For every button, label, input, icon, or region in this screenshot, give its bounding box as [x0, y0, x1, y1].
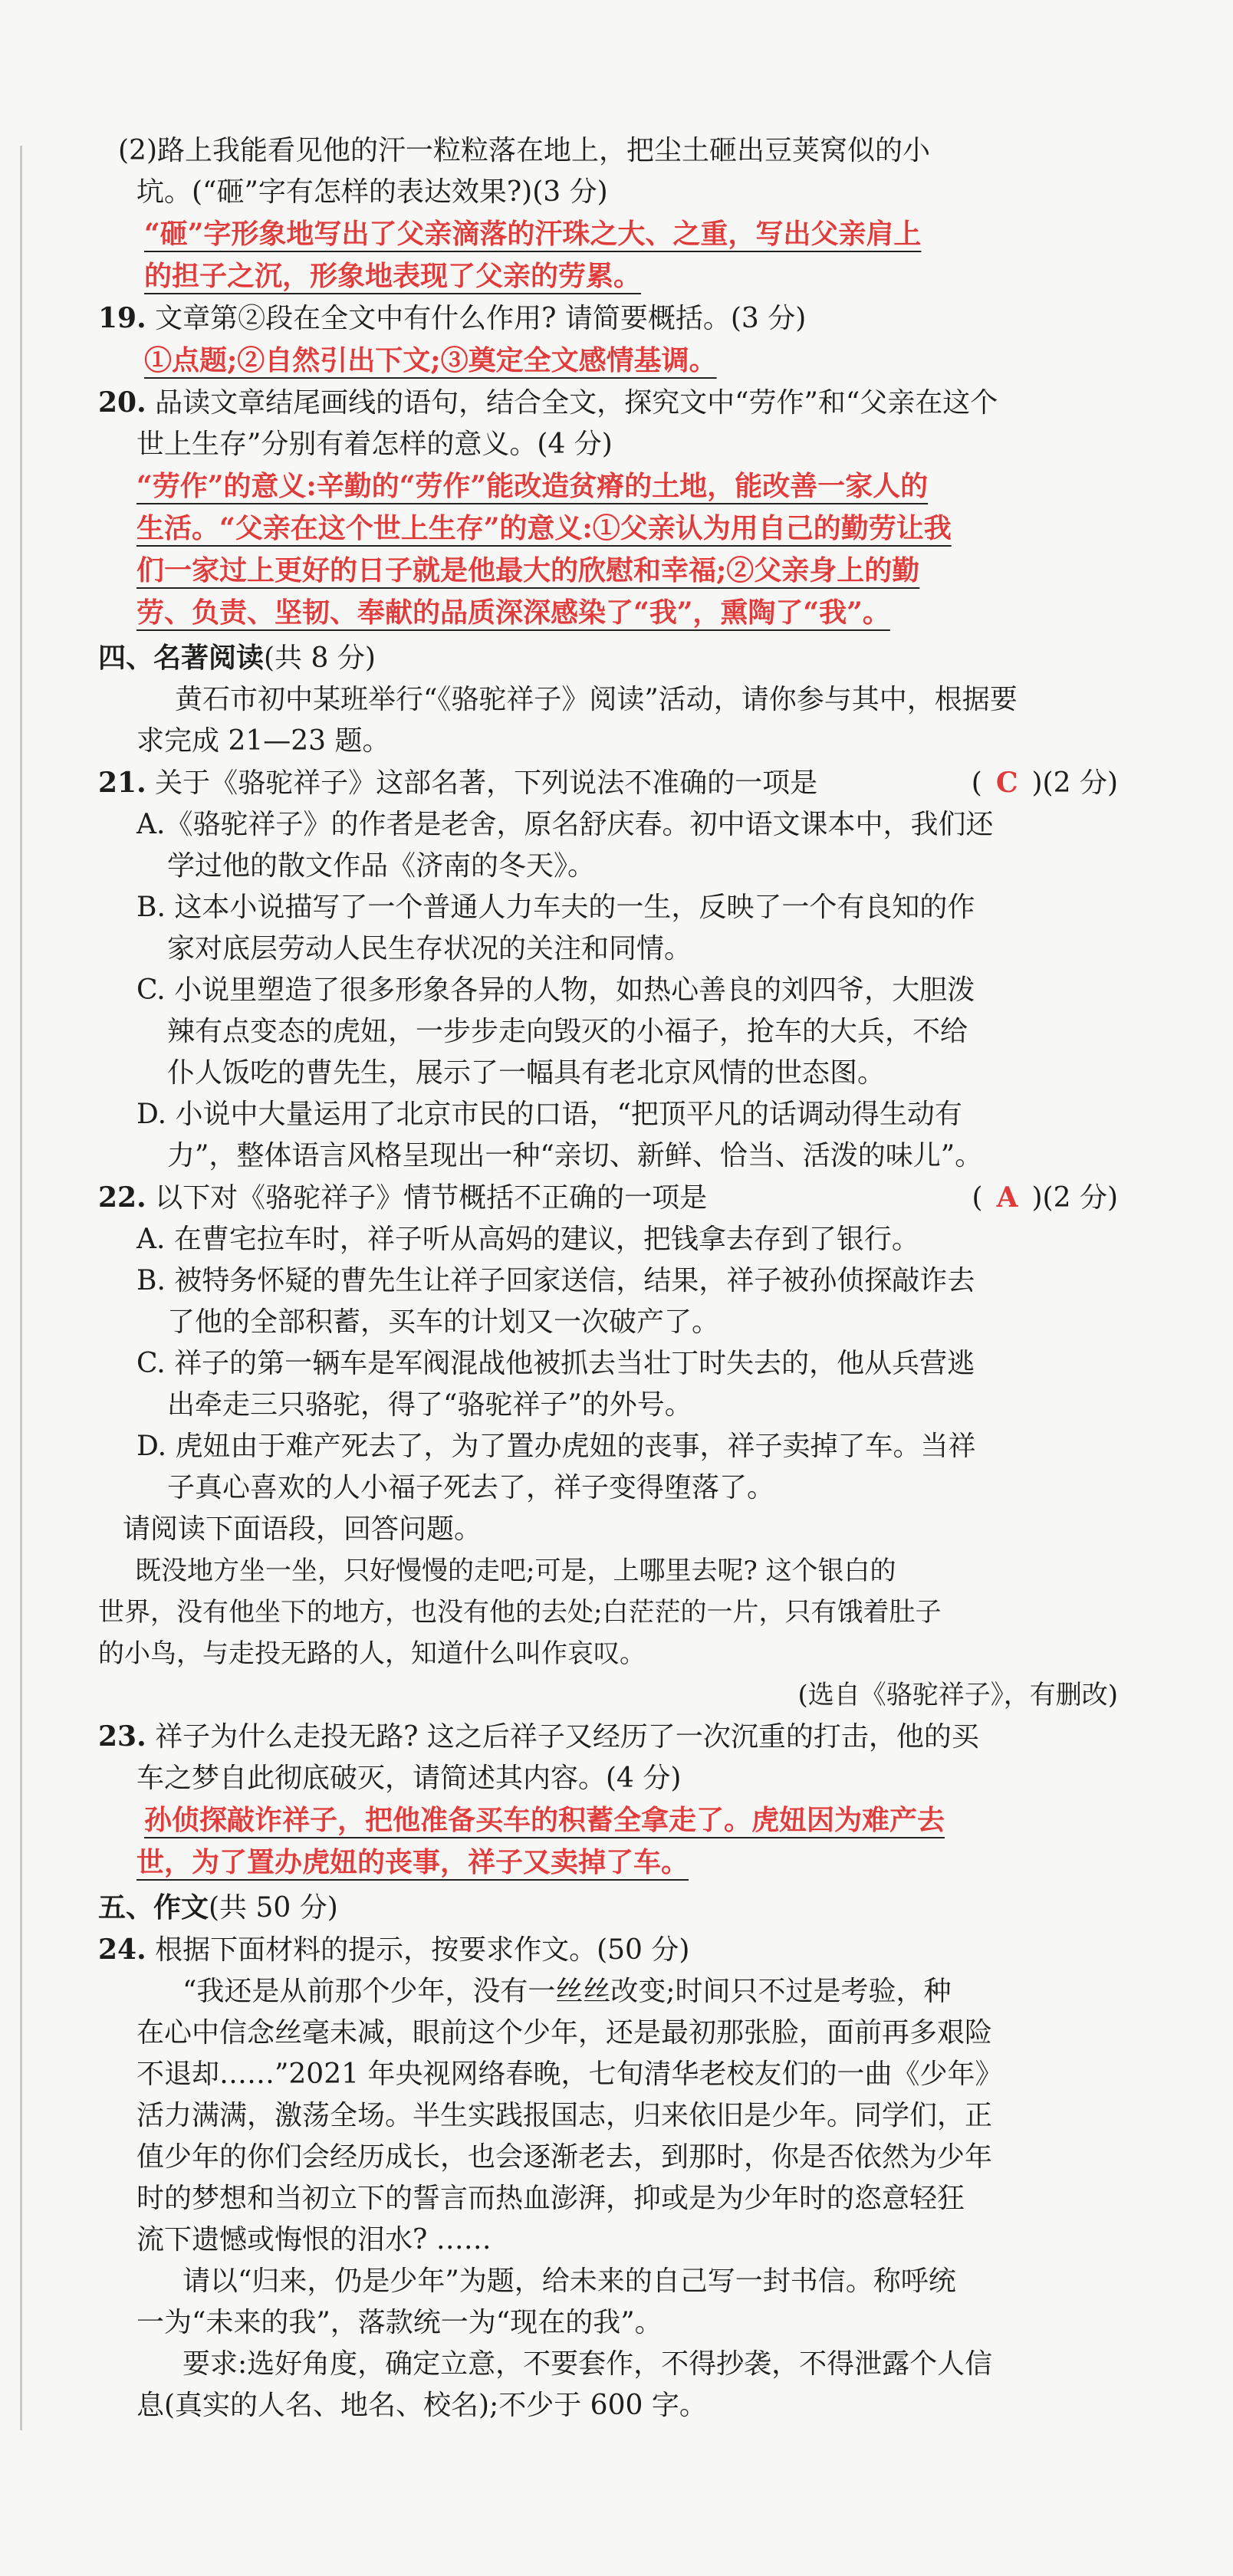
option-b: B. 这本小说描写了一个普通人力车夫的一生，反映了一个有良知的作 [136, 892, 975, 923]
answer-choice: A [996, 1181, 1018, 1214]
material-text: 值少年的你们会经历成长，也会逐渐老去，到那时，你是否依然为少年 [136, 2141, 993, 2173]
section-title: 五、作文 [98, 1891, 209, 1924]
section-intro: 黄石市初中某班举行“《骆驼祥子》阅读”活动，请你参与其中，根据要 [175, 684, 1018, 715]
answer-text: 世，为了置办虎妞的丧事，祥子又卖掉了车。 [136, 1846, 689, 1878]
passage-text: 既没地方坐一坐，只好慢慢的走吧;可是，上哪里去呢? 这个银白的 [135, 1556, 896, 1586]
question-19 [98, 297, 1118, 382]
answer-text: 劳、负责、坚韧、奉献的品质深深感染了“我”，熏陶了“我”。 [136, 596, 890, 629]
material-text: 活力满满，激荡全场。半生实践报国志，归来依旧是少年。同学们，正 [136, 2100, 993, 2131]
option-b: B. 被特务怀疑的曹先生让祥子回家送信，结果，祥子被孙侦探敲诈去 [136, 1265, 975, 1296]
requirement-text: 要求:选好角度，确定立意，不要套作，不得抄袭，不得泄露个人信 [182, 2348, 993, 2380]
question-18-part-2 [98, 130, 1118, 297]
option-c: C. 小说里塑造了很多形象各异的人物，如热心善良的刘四爷，大胆泼 [136, 974, 975, 1006]
question-number: 19. [98, 302, 146, 334]
option-d: D. 小说中大量运用了北京市民的口语，“把顶平凡的话调动得生动有 [136, 1099, 962, 1130]
question-text: 文章第②段在全文中有什么作用? 请简要概括。(3 分) [155, 303, 807, 334]
question-text: 坑。(“砸”字有怎样的表达效果?)(3 分) [136, 176, 608, 208]
answer-text: “劳作”的意义:辛勤的“劳作”能改造贫瘠的土地，能改善一家人的 [136, 470, 929, 502]
option-c: 出牵走三只骆驼，得了“骆驼祥子”的外号。 [167, 1389, 692, 1421]
question-text: 关于《骆驼祥子》这部名著，下列说法不准确的一项是 [155, 767, 818, 799]
answer-text: “砸”字形象地写出了父亲滴落的汗珠之大、之重，写出父亲肩上 [144, 218, 922, 250]
binding-margin-line [20, 146, 22, 2430]
question-24 [98, 1929, 1118, 2426]
question-score: (2 分) [1042, 767, 1118, 799]
section-title: 四、名著阅读 [98, 642, 265, 674]
option-c: 辣有点变态的虎妞，一步步走向毁灭的小福子，抢车的大兵，不给 [167, 1016, 968, 1047]
section-score: (共 50 分) [209, 1892, 338, 1924]
answer-text: 生活。“父亲在这个世上生存”的意义:①父亲认为用自己的勤劳让我 [136, 512, 952, 544]
option-d: 力”，整体语言风格呈现出一种“亲切、新鲜、恰当、活泼的味儿”。 [167, 1140, 983, 1171]
question-text: (2)路上我能看见他的汗一粒粒落在地上，把尘土砸出豆荚窝似的小 [118, 135, 930, 166]
option-b: 了他的全部积蓄，买车的计划又一次破产了。 [167, 1306, 720, 1338]
option-a: 学过他的散文作品《济南的冬天》。 [167, 850, 596, 882]
answer-text: ①点题;②自然引出下文;③奠定全文感情基调。 [144, 344, 717, 376]
answer-choice: C [995, 767, 1018, 799]
passage-text: 世界，没有他坐下的地方，也没有他的去处;白茫茫的一片，只有饿着肚子 [98, 1597, 942, 1628]
material-text: “我还是从前那个少年，没有一丝丝改变;时间只不过是考验，种 [182, 1976, 952, 2007]
question-number: 22. [98, 1181, 146, 1214]
option-a: A.《骆驼祥子》的作者是老舍，原名舒庆春。初中语文课本中，我们还 [136, 809, 994, 840]
task-text: 一为“未来的我”，落款统一为“现在的我”。 [136, 2307, 663, 2338]
question-21: 21. 关于《骆驼祥子》这部名著，下列说法不准确的一项是 ( C )(2 分) A.《骆驼祥子》的作者是老舍，原名舒庆春。初中语文课本中，我们还 学过他的散文作品《济南的冬天》。 B. 这本小说描写了一个普通人力车夫的一生，反映了一个有良知的作 家对底层劳动人民生存状况的关注和同情。 C. 小说里塑造了很多形象各异的人物，如热心善良的刘四爷，大胆泼 辣有点变态的虎妞，一步步走向毁灭的小福子，抢车的大兵，不给 仆人饭吃的曹先生，展示了一幅具有老北京风情的世态图。 D. 小说中大量运用了北京市民的口语，“把顶平凡的话调动得生动有 力”，整体语言风格呈现出一种“亲切、新鲜、恰当、活泼的味儿”。 [98, 762, 1118, 1177]
question-20 [98, 382, 1118, 634]
answer-text: 们一家过上更好的日子就是他最大的欣慰和幸福;②父亲身上的勤 [136, 554, 920, 586]
question-score: (2 分) [1042, 1182, 1118, 1214]
question-text: 以下对《骆驼祥子》情节概括不正确的一项是 [155, 1182, 708, 1214]
passage-text: 的小鸟，与走投无路的人，知道什么叫作哀叹。 [98, 1638, 646, 1669]
section-intro: 求完成 21—23 题。 [136, 725, 390, 757]
section-5-composition [98, 1887, 1118, 1929]
material-text: 时的梦想和当初立下的誓言而热血澎湃，抑或是为少年时的恣意轻狂 [136, 2183, 965, 2214]
question-number: 21. [98, 767, 146, 799]
option-d: 子真心喜欢的人小福子死去了，祥子变得堕落了。 [167, 1472, 775, 1503]
section-4-classics-reading [98, 637, 1118, 762]
option-b: 家对底层劳动人民生存状况的关注和同情。 [167, 933, 692, 964]
passage-source: (选自《骆驼祥子》，有删改) [797, 1680, 1118, 1710]
passage-prompt: 请阅读下面语段，回答问题。 [123, 1513, 482, 1545]
option-c: 仆人饭吃的曹先生，展示了一幅具有老北京风情的世态图。 [167, 1057, 886, 1089]
option-c: C. 祥子的第一辆车是军阀混战他被抓去当壮丁时失去的，他从兵营逃 [136, 1348, 975, 1379]
material-text: 不退却……”2021 年央视网络春晚，七旬清华老校友们的一曲《少年》 [136, 2058, 1003, 2090]
requirement-text: 息(真实的人名、地名、校名);不少于 600 字。 [136, 2390, 707, 2421]
question-number: 20. [98, 386, 146, 419]
question-22: 22. 以下对《骆驼祥子》情节概括不正确的一项是 ( A )(2 分) A. 在曹宅拉车时，祥子听从高妈的建议，把钱拿去存到了银行。 B. 被特务怀疑的曹先生让祥子回家送信，结果，祥子被孙侦探敲诈去 了他的全部积蓄，买车的计划又一次破产了。 C. 祥子的第一辆车是军阀混战他被抓去当壮丁时失去的，他从兵营逃 出牵走三只骆驼，得了“骆驼祥子”的外号。 D. 虎妞由于难产死去了，为了置办虎妞的丧事，祥子卖掉了车。当祥 子真心喜欢的人小福子死去了，祥子变得堕落了。 [98, 1177, 1118, 1509]
question-number: 24. [98, 1934, 146, 1966]
question-text: 品读文章结尾画线的语句，结合全文，探究文中“劳作”和“父亲在这个 [155, 387, 998, 419]
answer-text: 的担子之沉，形象地表现了父亲的劳累。 [144, 260, 642, 292]
exam-page [98, 130, 1118, 2426]
question-text: 世上生存”分别有着怎样的意义。(4 分) [136, 429, 613, 460]
question-text: 根据下面材料的提示，按要求作文。(50 分) [155, 1934, 690, 1966]
section-score: (共 8 分) [264, 642, 376, 674]
question-text: 祥子为什么走投无路? 这之后祥子又经历了一次沉重的打击，他的买 [155, 1721, 979, 1753]
material-text: 在心中信念丝毫未减，眼前这个少年，还是最初那张脸，面前再多艰险 [136, 2017, 993, 2049]
reading-passage [98, 1509, 1118, 1716]
question-text: 车之梦自此彻底破灭，请简述其内容。(4 分) [136, 1763, 682, 1794]
question-number: 23. [98, 1720, 146, 1753]
option-a: A. 在曹宅拉车时，祥子听从高妈的建议，把钱拿去存到了银行。 [136, 1224, 919, 1255]
question-23 [98, 1716, 1118, 1884]
answer-text: 孙侦探敲诈祥子，把他准备买车的积蓄全拿走了。虎妞因为难产去 [144, 1804, 945, 1836]
material-text: 流下遗憾或悔恨的泪水? …… [136, 2224, 492, 2256]
task-text: 请以“归来，仍是少年”为题，给未来的自己写一封书信。称呼统 [182, 2266, 956, 2297]
option-d: D. 虎妞由于难产死去了，为了置办虎妞的丧事，祥子卖掉了车。当祥 [136, 1431, 976, 1462]
